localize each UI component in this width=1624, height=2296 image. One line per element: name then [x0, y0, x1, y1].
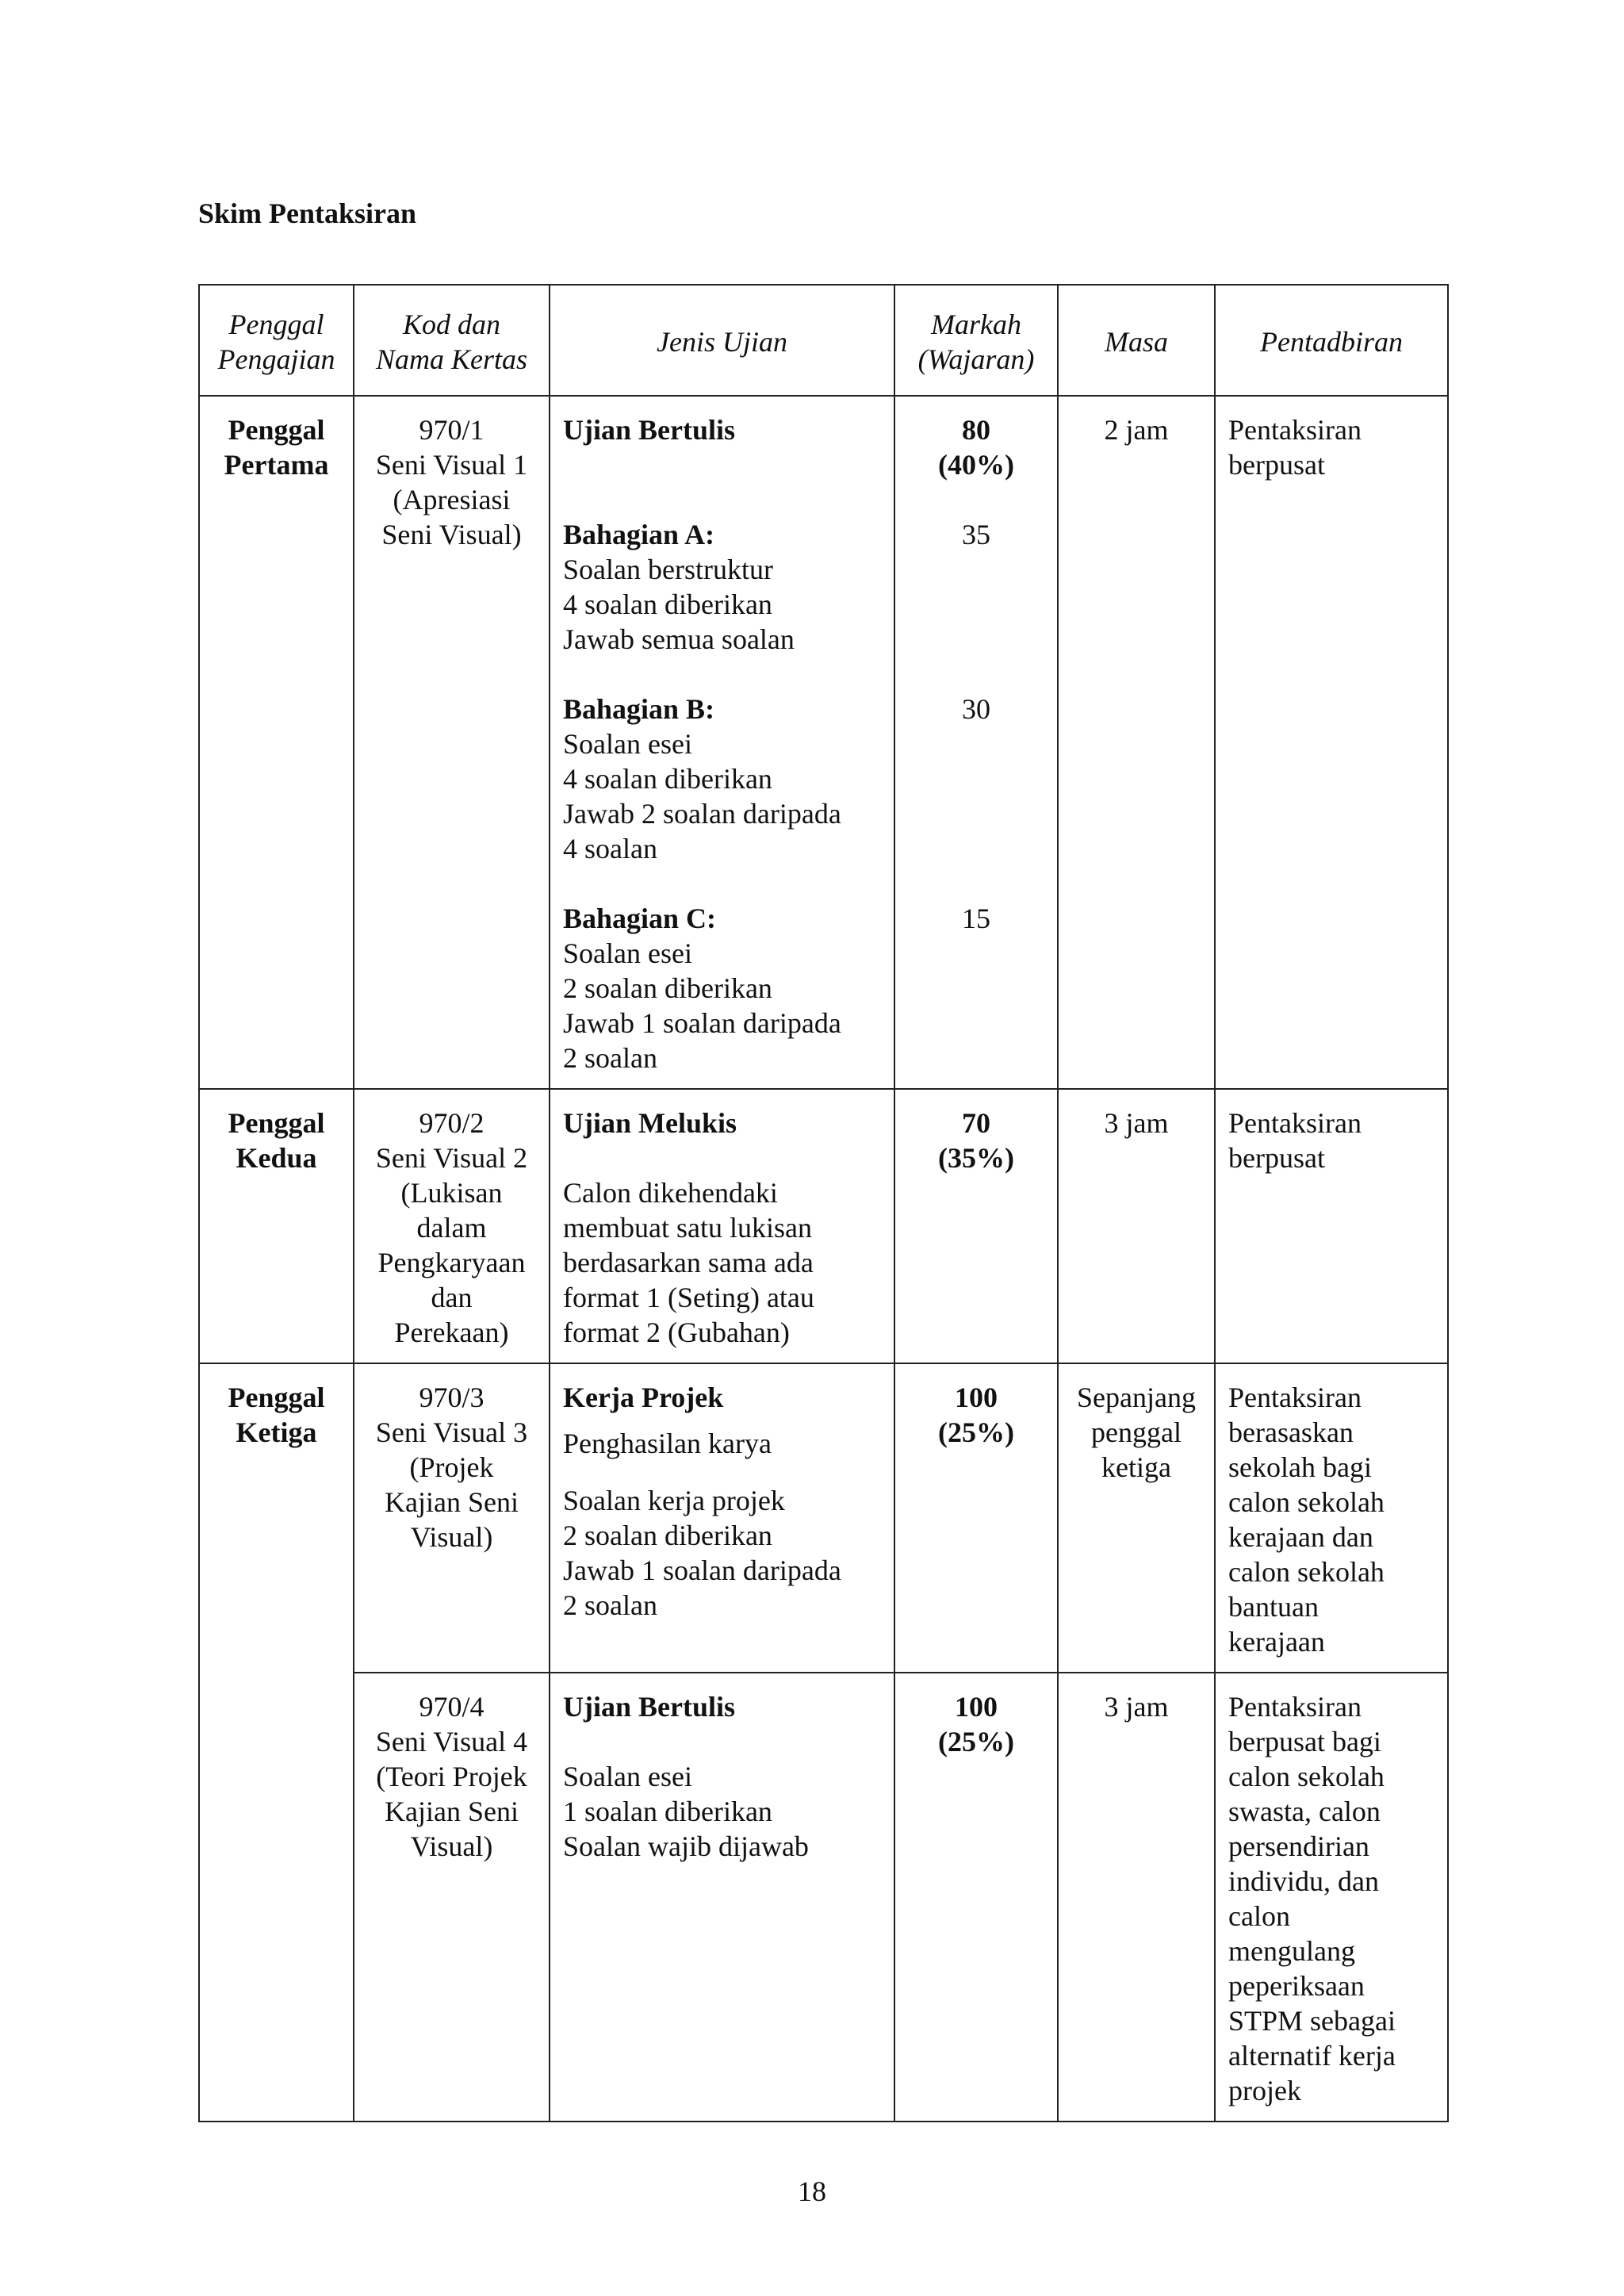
kod-text: dan	[431, 1282, 473, 1313]
jenis-ujian-cell	[550, 1673, 894, 2122]
sub-line: Penghasilan karya	[563, 1428, 772, 1459]
exam-title: Ujian Melukis	[563, 1107, 737, 1139]
jenis-ujian-cell	[550, 1089, 894, 1363]
pentadbiran-text: calon sekolah	[1228, 1556, 1385, 1588]
kod-text: Kajian Seni	[385, 1486, 519, 1518]
pentadbiran-text: calon	[1228, 1900, 1290, 1932]
table-row	[199, 1363, 1448, 1673]
kod-text: Perekaan)	[394, 1317, 509, 1348]
pentadbiran-text: alternatif kerja	[1228, 2040, 1396, 2072]
pentadbiran-text: sekolah bagi	[1228, 1451, 1372, 1483]
penggal-text: Penggal	[228, 414, 325, 446]
section-label: Bahagian C:	[563, 903, 717, 934]
pentadbiran-cell	[1215, 1363, 1448, 1673]
pentadbiran-cell	[1215, 396, 1448, 1089]
section-line: 4 soalan diberikan	[563, 763, 772, 795]
pentadbiran-text: calon sekolah	[1228, 1486, 1385, 1518]
kod-cell	[354, 1673, 550, 2122]
kod-cell	[354, 1363, 550, 1673]
kod-text: (Projek	[409, 1451, 494, 1483]
masa-cell: 3 jam	[1058, 1089, 1215, 1363]
header-markah	[894, 285, 1058, 396]
kod-text: Seni Visual)	[381, 519, 522, 550]
pentadbiran-text: berpusat	[1228, 1142, 1325, 1174]
section-line: Jawab semua soalan	[563, 623, 795, 655]
kod-text: Kajian Seni	[385, 1796, 519, 1827]
markah-value: 80	[962, 414, 990, 446]
pentadbiran-text: STPM sebagai	[1228, 2005, 1396, 2037]
body-line: Soalan wajib dijawab	[563, 1830, 809, 1862]
section-line: Jawab 1 soalan daripada	[563, 1007, 841, 1039]
section-line: 2 soalan	[563, 1042, 657, 1074]
kod-text: Visual)	[410, 1521, 493, 1553]
body-line: format 1 (Seting) atau	[563, 1282, 814, 1313]
markah-weight: (25%)	[938, 1416, 1014, 1448]
penggal-text: Kedua	[236, 1142, 317, 1174]
section-line: 4 soalan	[563, 833, 657, 864]
penggal-text: Pertama	[224, 449, 329, 481]
kod-text: Seni Visual 2	[375, 1142, 528, 1174]
markah-cell	[894, 1363, 1058, 1673]
section-heading: Skim Pentaksiran	[198, 197, 417, 229]
section-line: Soalan berstruktur	[563, 554, 773, 585]
penggal-text: Ketiga	[236, 1416, 317, 1448]
body-line: membuat satu lukisan	[563, 1212, 812, 1244]
kod-cell	[354, 1089, 550, 1363]
markah-weight: (25%)	[938, 1726, 1014, 1757]
pentadbiran-text: kerajaan dan	[1228, 1521, 1373, 1553]
jenis-ujian-cell	[550, 1363, 894, 1673]
assessment-scheme-table	[198, 284, 1449, 2122]
body-line: berdasarkan sama ada	[563, 1247, 814, 1278]
body-line: Jawab 1 soalan daripada	[563, 1554, 841, 1586]
header-text: Pengajian	[217, 343, 335, 375]
exam-title: Ujian Bertulis	[563, 414, 736, 446]
header-text: Nama Kertas	[375, 343, 528, 375]
section-mark: 35	[962, 519, 990, 550]
kod-text: Visual)	[410, 1830, 493, 1862]
kod-text: dalam	[416, 1212, 487, 1244]
pentadbiran-cell	[1215, 1089, 1448, 1363]
table-row	[199, 1673, 1448, 2122]
header-penggal-pengajian	[199, 285, 354, 396]
markah-value: 100	[955, 1382, 998, 1413]
pentadbiran-text: Pentaksiran	[1228, 414, 1362, 446]
header-masa: Masa	[1058, 285, 1215, 396]
header-row	[199, 285, 1448, 396]
pentadbiran-text: projek	[1228, 2075, 1301, 2106]
header-jenis-ujian: Jenis Ujian	[550, 285, 894, 396]
masa-cell: 3 jam	[1058, 1673, 1215, 2122]
pentadbiran-text: Pentaksiran	[1228, 1107, 1362, 1139]
masa-cell: 2 jam	[1058, 396, 1215, 1089]
kod-text: 970/1	[419, 414, 485, 446]
penggal-text: Penggal	[228, 1107, 325, 1139]
section-line: 2 soalan diberikan	[563, 972, 772, 1004]
pentadbiran-text: individu, dan	[1228, 1865, 1379, 1897]
body-line: 2 soalan diberikan	[563, 1520, 772, 1551]
markah-value: 70	[962, 1107, 990, 1139]
kod-text: Seni Visual 3	[375, 1416, 528, 1448]
kod-text: Seni Visual 4	[375, 1726, 528, 1757]
pentadbiran-text: persendirian	[1228, 1830, 1369, 1862]
section-label: Bahagian A:	[563, 519, 715, 550]
kod-text: Seni Visual 1	[375, 449, 528, 481]
header-pentadbiran: Pentadbiran	[1215, 285, 1448, 396]
kod-text: 970/4	[419, 1691, 485, 1723]
kod-text: (Teori Projek	[376, 1761, 527, 1792]
header-text: (Wajaran)	[917, 343, 1035, 375]
kod-text: Pengkaryaan	[377, 1247, 526, 1278]
table-row	[199, 396, 1448, 1089]
masa-text: penggal	[1091, 1416, 1182, 1448]
header-kod-nama-kertas	[354, 285, 550, 396]
markah-weight: (35%)	[938, 1142, 1014, 1174]
jenis-ujian-cell	[550, 396, 894, 1089]
header-text: Markah	[931, 309, 1021, 340]
section-line: Jawab 2 soalan daripada	[563, 798, 841, 830]
markah-weight: (40%)	[938, 449, 1014, 481]
body-line: Calon dikehendaki	[563, 1177, 778, 1209]
pentadbiran-text: Pentaksiran	[1228, 1691, 1362, 1723]
penggal-text: Penggal	[228, 1382, 325, 1413]
markah-cell	[894, 1673, 1058, 2122]
body-line: Soalan esei	[563, 1761, 692, 1792]
masa-text: ketiga	[1101, 1451, 1171, 1483]
kod-text: 970/2	[419, 1107, 485, 1139]
body-line: 2 soalan	[563, 1589, 657, 1621]
pentadbiran-text: bantuan	[1228, 1591, 1319, 1623]
masa-cell	[1058, 1363, 1215, 1673]
section-line: 4 soalan diberikan	[563, 588, 772, 620]
pentadbiran-text: calon sekolah	[1228, 1761, 1385, 1792]
pentadbiran-text: kerajaan	[1228, 1626, 1325, 1658]
pentadbiran-text: peperiksaan	[1228, 1970, 1365, 2002]
pentadbiran-text: Pentaksiran	[1228, 1382, 1362, 1413]
penggal-cell	[199, 396, 354, 1089]
penggal-cell	[199, 1363, 354, 2122]
masa-text: Sepanjang	[1077, 1382, 1196, 1413]
body-line: 1 soalan diberikan	[563, 1796, 772, 1827]
body-line: format 2 (Gubahan)	[563, 1317, 790, 1348]
exam-title: Ujian Bertulis	[563, 1691, 736, 1723]
markah-cell	[894, 396, 1058, 1089]
markah-value: 100	[955, 1691, 998, 1723]
section-mark: 30	[962, 693, 990, 725]
pentadbiran-text: berpusat	[1228, 449, 1325, 481]
penggal-cell	[199, 1089, 354, 1363]
pentadbiran-text: mengulang	[1228, 1935, 1355, 1967]
pentadbiran-text: berpusat bagi	[1228, 1726, 1381, 1757]
exam-title: Kerja Projek	[563, 1382, 724, 1413]
kod-text: (Apresiasi	[393, 484, 511, 516]
pentadbiran-text: swasta, calon	[1228, 1796, 1381, 1827]
pentadbiran-cell	[1215, 1673, 1448, 2122]
section-line: Soalan esei	[563, 937, 692, 969]
kod-text: 970/3	[419, 1382, 485, 1413]
pentadbiran-text: berasaskan	[1228, 1416, 1354, 1448]
kod-text: (Lukisan	[400, 1177, 503, 1209]
header-text: Penggal	[228, 309, 324, 340]
markah-cell	[894, 1089, 1058, 1363]
table-row	[199, 1089, 1448, 1363]
page-number: 18	[798, 2175, 826, 2207]
section-mark: 15	[962, 903, 990, 934]
kod-cell	[354, 396, 550, 1089]
section-line: Soalan esei	[563, 728, 692, 760]
header-text: Kod dan	[402, 309, 500, 340]
body-line: Soalan kerja projek	[563, 1485, 785, 1516]
section-label: Bahagian B:	[563, 693, 715, 725]
